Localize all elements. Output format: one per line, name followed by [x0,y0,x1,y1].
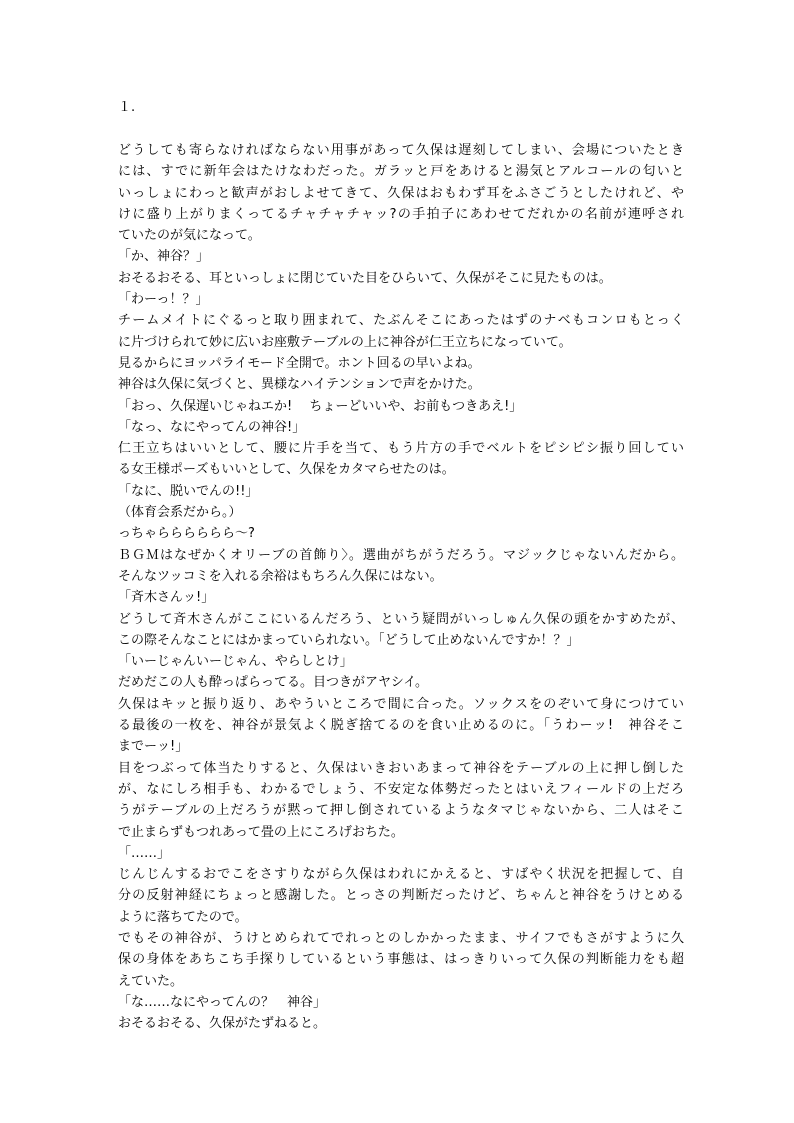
text-line: っちゃらららららら～? [118,526,255,542]
text-line: 「おっ、久保遅いじゃねエか! ちょーどいいや、お前もつきあえ!」 [118,398,523,414]
text-line: おそるおそる、久保がたずねると。 [118,1016,327,1032]
chapter-number: １. [118,100,136,115]
story-body [118,140,684,1034]
text-line: （体育会系だから。） [118,505,242,521]
text-line: で止まらずもつれあって畳の上にころげおちた。 [118,824,404,840]
text-line: 「なっ、なにやってんの神谷!」 [118,419,306,435]
text-line: だめだこの人も酔っぱらってる。目つきがアヤシイ。 [118,675,429,691]
text-line: 「わーっ！？」 [118,292,209,308]
text-line: る最後の一枚を、神谷が景気よく脱ぎ捨てるのを食い止めるのに。「うわーッ! 神谷そこ [118,718,684,734]
text-line: そんなツッコミを入れる余裕はもちろん久保にはない。 [118,568,443,584]
text-line: 「な……なにやってんの？ 神谷」 [118,994,327,1010]
text-line: 「か、神谷？」 [118,249,210,265]
text-line: けに盛り上がりまくってるチャチャチャッ?の手拍子にあわせてだれかの名前が連呼され [118,206,684,222]
text-line: いっしょにわっと歓声がおしよせてきて、久保はおもわず耳をふさごうとしたけれど、や [118,185,684,201]
text-line: えていた。 [118,973,184,989]
text-line: 分の反射神経にちょっと感謝した。とっさの判断だったけど、ちゃんと神谷をうけとめる [118,888,684,904]
text-line: どうして斉木さんがここにいるんだろう、という疑問がいっしゅん久保の頭をかすめたが、 [118,611,684,627]
text-line: おそるおそる、耳といっしょに閉じていた目をひらいて、久保がそこに見たものは。 [118,270,612,286]
text-line: ように落ちてたので。 [118,909,248,925]
text-line: には、すでに新年会はたけなわだった。ガラッと戸をあけると湯気とアルコールの匂いと [118,164,684,180]
text-line: でもその神谷が、うけとめられてでれっとのしかかったまま、サイフでもさがすように久 [118,930,684,946]
text-line: が、なにしろ相手も、わかるでしょう、不安定な体勢だったとはいえフィールドの上だろ [118,781,684,797]
text-line: 「いーじゃんいーじゃん、やらしとけ」 [118,654,353,670]
text-line: 「……」 [118,845,171,861]
text-line: ていたのが気になって。 [118,228,261,244]
text-line: までーッ!」 [118,739,189,755]
text-line: うがテーブルの上だろうが黙って押し倒されているようなタマじゃないから、二人はそこ [118,803,684,819]
text-line: 久保はキッと振り返り、あやういところで間に合った。ソックスをのぞいて身につけてい [118,696,684,712]
text-line: 「斉木さんッ!」 [118,590,215,606]
text-line: じんじんするおでこをさすりながら久保はわれにかえると、すばやく状況を把握して、自 [118,867,684,883]
text-line: ＢＧＭはなぜかくオリーブの首飾り〉。選曲がちがうだろう。マジックじゃないんだから。 [118,547,684,563]
text-line: 仁王立ちはいいとして、腰に片手を当て、もう片方の手でベルトをピシピシ振り回してい [118,441,684,457]
text-line: 保の身体をあちこち手探りしているという事態は、はっきりいって久保の判断能力をも超 [118,952,684,968]
text-line: に片づけられて妙に広いお座敷テーブルの上に神谷が仁王立ちになっていて。 [118,334,572,350]
text-line: 神谷は久保に気づくと、異様なハイテンションで声をかけた。 [118,377,481,393]
text-line: どうしても寄らなければならない用事があって久保は遅刻してしまい、会場についたとき [118,143,684,158]
text-line: この際そんなことにはかまっていられない。「どうして止めないんですか！？」 [118,632,580,648]
text-line: る女王様ポーズもいいとして、久保をカタマらせたのは。 [118,462,455,478]
text-line: 「なに、脱いでんの!!」 [118,483,259,499]
text-line: 見るからにヨッパライモード全開で。ホント回るの早いよね。 [118,355,481,371]
text-line: チームメイトにぐるっと取り囲まれて、たぶんそこにあったはずのナベもコンロもとっく [118,313,684,329]
text-line: 目をつぶって体当たりすると、久保はいきおいあまって神谷をテーブルの上に押し倒した [118,760,684,776]
